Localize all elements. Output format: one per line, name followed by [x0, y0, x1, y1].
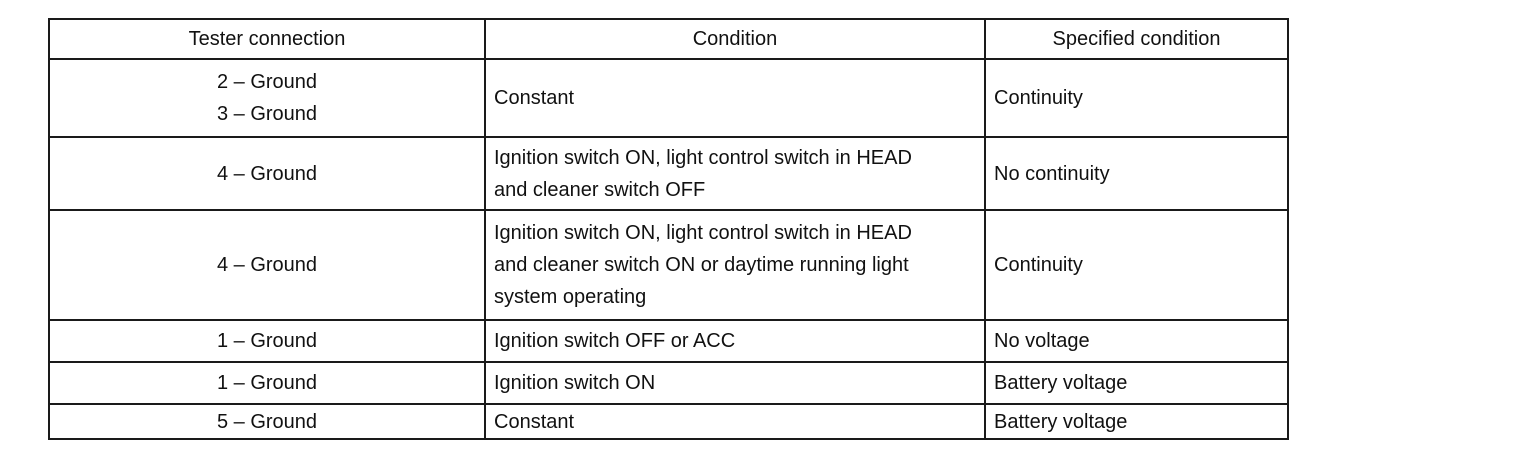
condition-text: and cleaner switch OFF — [494, 178, 706, 201]
table-row — [49, 210, 1288, 320]
specified-condition-cell: Battery voltage — [985, 362, 1288, 404]
condition-cell — [485, 210, 985, 320]
specified-condition-cell: No continuity — [985, 137, 1288, 210]
tester-specification-table — [48, 18, 1289, 440]
condition-text: Ignition switch ON, light control switch in HEAD — [494, 146, 912, 169]
condition-cell — [485, 320, 985, 362]
tester-connection-text: 4 – Ground — [216, 254, 318, 276]
tester-connection-text: 2 – Ground — [216, 71, 318, 93]
tester-connection-text: 1 – Ground — [216, 330, 318, 352]
table-row — [49, 59, 1288, 137]
specified-condition-cell: No voltage — [985, 320, 1288, 362]
tester-connection-cell — [49, 362, 485, 404]
condition-text: Ignition switch OFF or ACC — [494, 330, 736, 352]
condition-text: Ignition switch ON, light control switch in HEAD — [494, 222, 912, 244]
table-row — [49, 320, 1288, 362]
table-row — [49, 137, 1288, 210]
tester-connection-cell — [49, 137, 485, 210]
condition-cell — [485, 362, 985, 404]
condition-text: Constant — [494, 410, 575, 433]
condition-text: Constant — [494, 87, 575, 109]
condition-text: and cleaner switch ON or daytime running light — [494, 254, 909, 276]
tester-connection-text: 4 – Ground — [216, 162, 318, 185]
tester-connection-cell — [49, 404, 485, 439]
condition-cell — [485, 137, 985, 210]
specified-condition-cell: Continuity — [985, 210, 1288, 320]
condition-cell — [485, 404, 985, 439]
specified-condition-cell: Battery voltage — [985, 404, 1288, 439]
condition-text: system operating — [494, 286, 647, 308]
specified-condition-cell: Continuity — [985, 59, 1288, 137]
header-condition: Condition — [485, 19, 985, 59]
tester-connection-text: 1 – Ground — [216, 372, 318, 394]
condition-cell — [485, 59, 985, 137]
tester-connection-text: 5 – Ground — [216, 410, 318, 433]
condition-text: Ignition switch ON — [494, 372, 656, 394]
tester-connection-text: 3 – Ground — [216, 103, 318, 125]
table-header-row — [49, 19, 1288, 59]
header-tester-connection: Tester connection — [49, 19, 485, 59]
tester-connection-cell — [49, 210, 485, 320]
tester-connection-cell — [49, 59, 485, 137]
tester-connection-cell — [49, 320, 485, 362]
table-row — [49, 362, 1288, 404]
header-specified-condition: Specified condition — [985, 19, 1288, 59]
table-row — [49, 404, 1288, 439]
